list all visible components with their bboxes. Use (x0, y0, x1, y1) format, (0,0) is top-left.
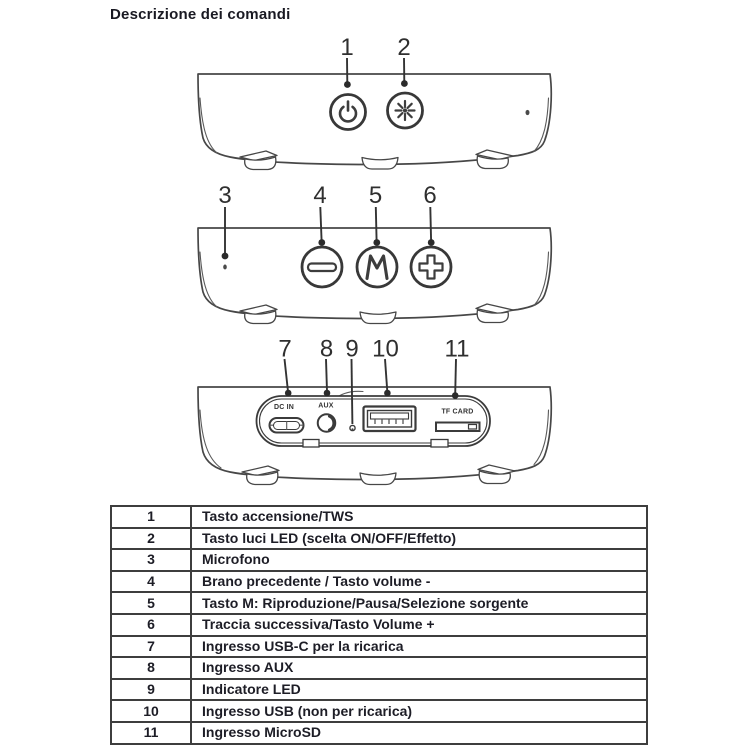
callout-number-6: 6 (423, 182, 437, 209)
row-description: Indicatore LED (191, 679, 647, 701)
callout-number-2: 2 (397, 34, 411, 61)
table-row (111, 571, 647, 593)
row-number: 6 (111, 614, 191, 636)
table-row (111, 506, 647, 528)
tf-card-label: TF CARD (441, 408, 474, 416)
row-description: Traccia successiva/Tasto Volume + (191, 614, 647, 636)
led-light-button (388, 93, 423, 128)
callout-number-3: 3 (218, 182, 232, 209)
device-foot (240, 305, 277, 324)
row-description: Microfono (191, 549, 647, 571)
row-description: Ingresso MicroSD (191, 722, 647, 744)
device-foot (360, 312, 396, 324)
callout-number-1: 1 (340, 34, 354, 61)
volume-up-button (411, 247, 451, 287)
row-number: 2 (111, 528, 191, 550)
table-row (111, 528, 647, 550)
device-foot (242, 466, 279, 485)
row-number: 1 (111, 506, 191, 528)
callout-5 (369, 182, 382, 246)
led-light-icon (396, 101, 415, 120)
row-description: Tasto accensione/TWS (191, 506, 647, 528)
device-body-outline (198, 74, 551, 165)
led-indicator-hole (350, 425, 355, 430)
callout-number-4: 4 (313, 182, 327, 209)
minus-icon (308, 264, 336, 272)
callout-6 (423, 182, 436, 246)
row-number: 5 (111, 592, 191, 614)
table-row (111, 636, 647, 658)
row-number: 10 (111, 700, 191, 722)
dc-in-label: DC IN (273, 404, 295, 411)
callout-11 (445, 336, 470, 399)
aux-jack (318, 403, 336, 432)
aux-label: AUX (318, 402, 334, 410)
row-description: Ingresso USB (non per ricarica) (191, 700, 647, 722)
device-foot (478, 465, 515, 484)
page-title: Descrizione dei comandi (110, 6, 291, 23)
device-top-view-1 (198, 34, 551, 170)
callout-number-5: 5 (368, 182, 383, 209)
device-foot (476, 304, 513, 323)
volume-down-button (302, 247, 342, 287)
device-foot (240, 151, 277, 170)
row-description: Tasto M: Riproduzione/Pausa/Selezione sorgente (191, 592, 647, 614)
callout-4 (313, 182, 326, 246)
callout-number-7: 7 (278, 335, 292, 363)
row-number: 11 (111, 722, 191, 744)
callout-1 (340, 34, 353, 88)
microphone-hole (223, 265, 227, 270)
table-row (111, 679, 647, 701)
callout-number-8: 8 (319, 335, 334, 363)
callout-number-11: 11 (444, 335, 470, 363)
table-row (111, 700, 647, 722)
row-number: 8 (111, 657, 191, 679)
side-hole (526, 110, 530, 115)
row-description: Ingresso USB-C per la ricarica (191, 636, 647, 658)
callout-3 (218, 182, 231, 259)
table-row (111, 549, 647, 571)
usb-a-port (364, 407, 416, 432)
device-top-view-2 (198, 182, 551, 324)
row-description: Tasto luci LED (scelta ON/OFF/Effetto) (191, 528, 647, 550)
table-row (111, 592, 647, 614)
m-button (357, 247, 397, 287)
table-row (111, 722, 647, 744)
row-description: Brano precedente / Tasto volume - (191, 571, 647, 593)
device-foot (362, 158, 398, 170)
table-row (111, 657, 647, 679)
device-foot (360, 473, 396, 485)
row-number: 9 (111, 679, 191, 701)
row-number: 7 (111, 636, 191, 658)
row-description: Ingresso AUX (191, 657, 647, 679)
callout-number-10: 10 (372, 335, 399, 363)
callout-number-9: 9 (345, 335, 359, 363)
device-rear-view (198, 336, 551, 485)
table-row (111, 614, 647, 636)
device-foot (476, 150, 513, 169)
controls-table (110, 505, 648, 745)
row-number: 4 (111, 571, 191, 593)
callout-2 (397, 34, 410, 87)
power-button (331, 95, 366, 130)
row-number: 3 (111, 549, 191, 571)
